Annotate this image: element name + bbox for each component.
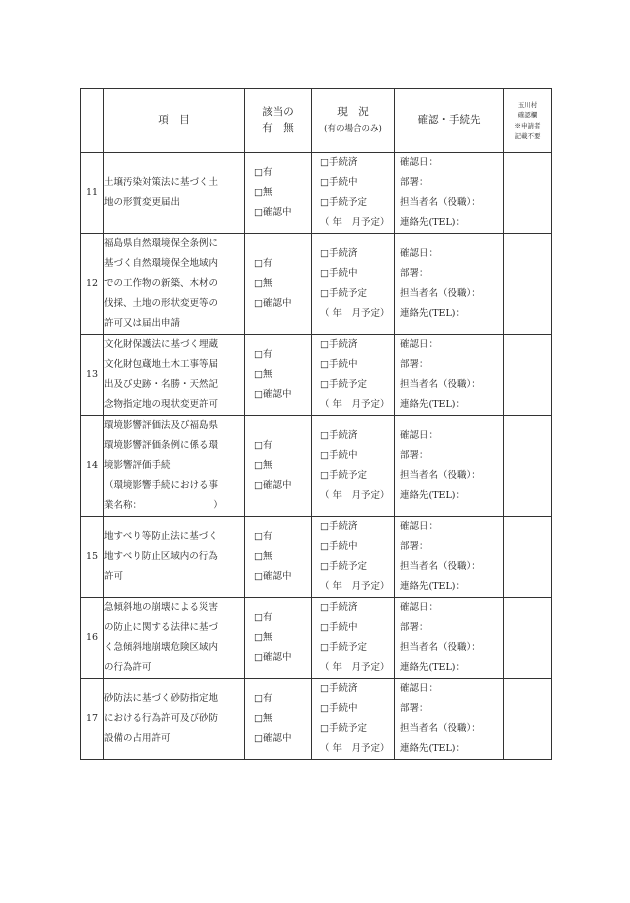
person-in-charge-field[interactable]: 担当者名（役職）： — [400, 197, 481, 208]
header-applicable — [245, 89, 312, 153]
person-in-charge-field[interactable]: 担当者名（役職）： — [400, 288, 481, 299]
person-in-charge-field[interactable]: 担当者名（役職）： — [400, 470, 481, 481]
header-item: 項 目 — [104, 89, 245, 153]
checkbox-no[interactable]: □無 — [254, 187, 273, 198]
checkbox-planned[interactable]: □手続予定 — [320, 561, 367, 572]
checkbox-completed[interactable]: □手続済 — [320, 339, 358, 350]
checkbox-in-progress[interactable]: □手続中 — [320, 177, 358, 188]
item-line: 福島県自然環境保全条例に — [104, 238, 219, 249]
item-line: 出及び史跡・名勝・天然記 — [104, 379, 219, 390]
table-row — [81, 679, 552, 760]
contact-fields — [395, 335, 504, 416]
village-check-cell[interactable] — [504, 517, 552, 598]
checkbox-completed[interactable]: □手続済 — [320, 157, 358, 168]
item-line: 境影響評価手続 — [104, 460, 171, 471]
checkbox-planned[interactable]: □手続予定 — [320, 379, 367, 390]
item-description — [104, 234, 245, 335]
item-line: 急傾斜地の崩壊による災害 — [104, 602, 219, 613]
checkbox-yes[interactable]: □有 — [254, 167, 273, 178]
confirm-date-field[interactable]: 確認日： — [400, 602, 439, 613]
applicable-options — [245, 598, 312, 679]
confirm-date-field[interactable]: 確認日： — [400, 157, 439, 168]
row-number: 11 — [81, 153, 104, 234]
checkbox-in-progress[interactable]: □手続中 — [320, 703, 358, 714]
checkbox-no[interactable]: □無 — [254, 278, 273, 289]
contact-fields — [395, 416, 504, 517]
department-field[interactable]: 部署： — [400, 541, 429, 552]
header-village-check — [504, 89, 552, 153]
confirm-date-field[interactable]: 確認日： — [400, 248, 439, 259]
phone-field[interactable]: 連絡先(TEL)： — [400, 308, 465, 319]
item-line: 地すべり防止区域内の行為 — [104, 551, 218, 562]
department-field[interactable]: 部署： — [400, 703, 429, 714]
contact-fields — [395, 517, 504, 598]
table-row — [81, 234, 552, 335]
item-line: く急傾斜地崩壊危険区域内 — [104, 642, 219, 653]
status-options — [312, 234, 395, 335]
checkbox-in-progress[interactable]: □手続中 — [320, 541, 358, 552]
header-village-line4: 記載不要 — [514, 131, 541, 140]
checkbox-no[interactable]: □無 — [254, 632, 273, 643]
checkbox-in-progress[interactable]: □手続中 — [320, 268, 358, 279]
status-options — [312, 416, 395, 517]
status-options — [312, 335, 395, 416]
planned-date-field[interactable]: （ 年 月予定） — [320, 743, 390, 754]
person-in-charge-field[interactable]: 担当者名（役職）： — [400, 723, 481, 734]
header-applicable-line1: 該当の — [262, 106, 294, 119]
checkbox-in-progress[interactable]: □手続中 — [320, 450, 358, 461]
village-check-cell[interactable] — [504, 598, 552, 679]
applicable-options — [245, 679, 312, 760]
checkbox-checking[interactable]: □確認中 — [254, 389, 292, 400]
checkbox-checking[interactable]: □確認中 — [254, 480, 292, 491]
table-row — [81, 153, 552, 234]
applicable-options — [245, 517, 312, 598]
row-number: 16 — [81, 598, 104, 679]
checkbox-planned[interactable]: □手続予定 — [320, 470, 367, 481]
phone-field[interactable]: 連絡先(TEL)： — [400, 490, 465, 501]
checkbox-checking[interactable]: □確認中 — [254, 571, 292, 582]
header-village-line2: 確認欄 — [517, 111, 538, 120]
checkbox-completed[interactable]: □手続済 — [320, 521, 358, 532]
table-body — [81, 153, 552, 760]
department-field[interactable]: 部署： — [400, 268, 429, 279]
checkbox-planned[interactable]: □手続予定 — [320, 288, 367, 299]
confirm-date-field[interactable]: 確認日： — [400, 339, 439, 350]
department-field[interactable]: 部署： — [400, 622, 429, 633]
checkbox-checking[interactable]: □確認中 — [254, 652, 292, 663]
phone-field[interactable]: 連絡先(TEL)： — [400, 662, 465, 673]
item-line: 許可 — [104, 571, 124, 582]
checkbox-yes[interactable]: □有 — [254, 258, 273, 269]
row-number: 17 — [81, 679, 104, 760]
item-line: 許可又は届出申請 — [104, 318, 181, 329]
item-description — [104, 416, 245, 517]
header-applicable-line2: 有 無 — [262, 121, 294, 134]
checkbox-checking[interactable]: □確認中 — [254, 207, 292, 218]
status-options — [312, 598, 395, 679]
checkbox-no[interactable]: □無 — [254, 460, 273, 471]
phone-field[interactable]: 連絡先(TEL)： — [400, 217, 465, 228]
status-options — [312, 679, 395, 760]
row-number: 14 — [81, 416, 104, 517]
item-line: 念物指定地の現状変更許可 — [104, 399, 219, 410]
checkbox-in-progress[interactable]: □手続中 — [320, 359, 358, 370]
table-row — [81, 517, 552, 598]
checkbox-planned[interactable]: □手続予定 — [320, 642, 367, 653]
planned-date-field[interactable]: （ 年 月予定） — [320, 399, 390, 410]
header-status-line2: (有の場合のみ) — [324, 123, 382, 134]
checkbox-no[interactable]: □無 — [254, 551, 273, 562]
checkbox-planned[interactable]: □手続予定 — [320, 723, 367, 734]
checkbox-completed[interactable]: □手続済 — [320, 683, 358, 694]
header-status — [312, 89, 395, 153]
item-line: 文化財保護法に基づく埋蔵 — [104, 339, 219, 350]
row-number: 12 — [81, 234, 104, 335]
checkbox-yes[interactable]: □有 — [254, 440, 273, 451]
header-village-line1: 玉川村 — [517, 101, 538, 110]
header-confirm: 確認・手続先 — [395, 89, 504, 153]
contact-fields — [395, 153, 504, 234]
item-line: 文化財包蔵地土木工事等届 — [104, 359, 219, 370]
applicable-options — [245, 234, 312, 335]
table-row — [81, 416, 552, 517]
checkbox-planned[interactable]: □手続予定 — [320, 197, 367, 208]
item-line: 基づく自然環境保全地域内 — [104, 258, 219, 269]
table-header-row — [81, 89, 552, 153]
confirm-date-field[interactable]: 確認日： — [400, 683, 439, 694]
checkbox-completed[interactable]: □手続済 — [320, 602, 358, 613]
checkbox-no[interactable]: □無 — [254, 713, 273, 724]
item-line: の行為許可 — [104, 662, 152, 673]
village-check-cell[interactable] — [504, 335, 552, 416]
person-in-charge-field[interactable]: 担当者名（役職）： — [400, 561, 481, 572]
person-in-charge-field[interactable]: 担当者名（役職）： — [400, 379, 481, 390]
item-description — [104, 335, 245, 416]
checkbox-completed[interactable]: □手続済 — [320, 248, 358, 259]
checkbox-yes[interactable]: □有 — [254, 349, 273, 360]
planned-date-field[interactable]: （ 年 月予定） — [320, 308, 390, 319]
item-line: 業名称： ） — [104, 500, 223, 511]
item-line: 土壌汚染対策法に基づく土 — [104, 177, 219, 188]
department-field[interactable]: 部署： — [400, 177, 429, 188]
checkbox-yes[interactable]: □有 — [254, 612, 273, 623]
item-line: 環境影響評価法及び福島県 — [104, 420, 219, 431]
item-line: の防止に関する法律に基づ — [104, 622, 219, 633]
planned-date-field[interactable]: （ 年 月予定） — [320, 662, 390, 673]
contact-fields — [395, 679, 504, 760]
checkbox-completed[interactable]: □手続済 — [320, 430, 358, 441]
item-description — [104, 679, 245, 760]
checkbox-yes[interactable]: □有 — [254, 693, 273, 704]
confirm-date-field[interactable]: 確認日： — [400, 521, 439, 532]
applicable-options — [245, 153, 312, 234]
planned-date-field[interactable]: （ 年 月予定） — [320, 217, 390, 228]
checkbox-no[interactable]: □無 — [254, 369, 273, 380]
item-line: 地すべり等防止法に基づく — [104, 531, 218, 542]
header-village-line3: ※申請者 — [514, 121, 541, 130]
item-line: 砂防法に基づく砂防指定地 — [104, 693, 219, 704]
item-line: （環境影響手続における事 — [104, 480, 219, 491]
village-check-cell[interactable] — [504, 416, 552, 517]
village-check-cell[interactable] — [504, 234, 552, 335]
item-line: 伐採、土地の形状変更等の — [104, 298, 219, 309]
department-field[interactable]: 部署： — [400, 450, 429, 461]
item-line: 地の形質変更届出 — [104, 197, 181, 208]
item-line: 環境影響評価条例に係る環 — [104, 440, 219, 451]
applicable-options — [245, 416, 312, 517]
village-check-cell[interactable] — [504, 679, 552, 760]
phone-field[interactable]: 連絡先(TEL)： — [400, 581, 465, 592]
row-number: 13 — [81, 335, 104, 416]
item-line: 設備の占用許可 — [104, 733, 171, 744]
planned-date-field[interactable]: （ 年 月予定） — [320, 490, 390, 501]
phone-field[interactable]: 連絡先(TEL)： — [400, 399, 465, 410]
header-status-line1: 現 況 — [337, 106, 369, 119]
checkbox-in-progress[interactable]: □手続中 — [320, 622, 358, 633]
checkbox-yes[interactable]: □有 — [254, 531, 273, 542]
contact-fields — [395, 598, 504, 679]
status-options — [312, 153, 395, 234]
village-check-cell[interactable] — [504, 153, 552, 234]
department-field[interactable]: 部署： — [400, 359, 429, 370]
planned-date-field[interactable]: （ 年 月予定） — [320, 581, 390, 592]
item-description — [104, 598, 245, 679]
row-number: 15 — [81, 517, 104, 598]
checkbox-checking[interactable]: □確認中 — [254, 733, 292, 744]
header-no — [81, 89, 104, 153]
table-row — [81, 598, 552, 679]
confirm-date-field[interactable]: 確認日： — [400, 430, 439, 441]
status-options — [312, 517, 395, 598]
item-description — [104, 517, 245, 598]
item-line: における行為許可及び砂防 — [104, 713, 219, 724]
phone-field[interactable]: 連絡先(TEL)： — [400, 743, 465, 754]
item-line: での工作物の新築、木材の — [104, 278, 219, 289]
item-description — [104, 153, 245, 234]
checkbox-checking[interactable]: □確認中 — [254, 298, 292, 309]
permit-checklist-table — [80, 88, 552, 760]
applicable-options — [245, 335, 312, 416]
person-in-charge-field[interactable]: 担当者名（役職）： — [400, 642, 481, 653]
table-row — [81, 335, 552, 416]
contact-fields — [395, 234, 504, 335]
